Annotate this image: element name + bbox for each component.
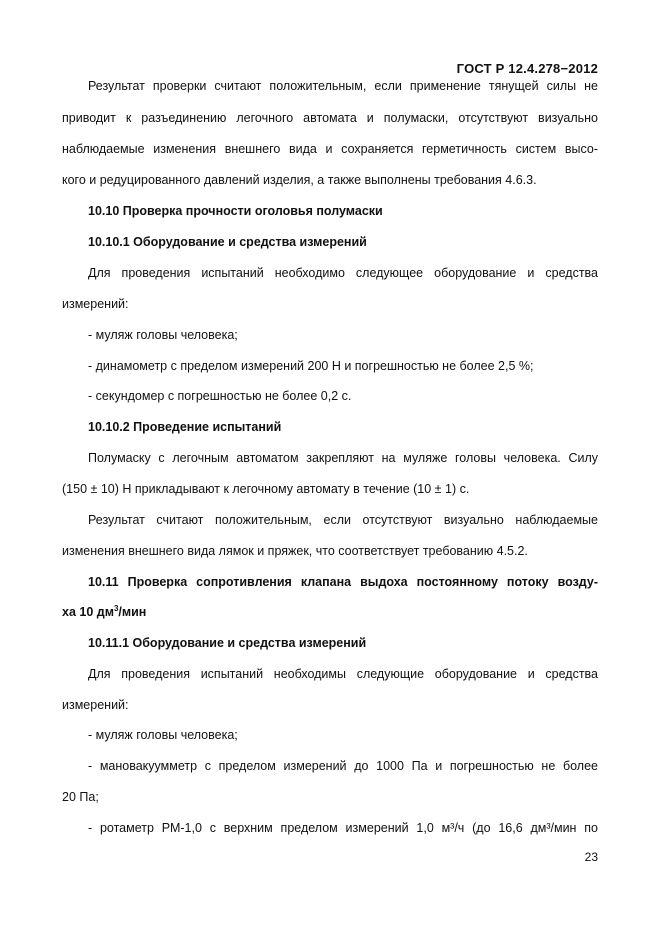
section-heading-10-10: 10.10 Проверка прочности оголовья полумаски — [88, 204, 383, 218]
section-heading-10-11-cont — [62, 604, 598, 620]
document-code-header: ГОСТ Р 12.4.278−2012 — [456, 61, 598, 76]
paragraph-line: кого и редуцированного давлений изделия, а также выполнены требования 4.6.3. — [62, 173, 537, 187]
paragraph-line: (150 ± 10) Н прикладывают к легочному автомату в течение (10 ± 1) с. — [62, 482, 470, 496]
paragraph-line: изменения внешнего вида лямок и пряжек, что соответствует требованию 4.5.2. — [62, 544, 528, 558]
paragraph-line: приводит к разъединению легочного автомата и полумаски, отсутствуют визуально — [62, 111, 598, 125]
paragraph-line: Для проведения испытаний необходимо следующее оборудование и средства — [88, 266, 598, 280]
list-item: - муляж головы человека; — [88, 728, 238, 742]
heading-tail: /мин — [118, 605, 147, 619]
paragraph-line: Результат считают положительным, если отсутствуют визуально наблюдаемые — [88, 513, 598, 527]
list-item: - муляж головы человека; — [88, 328, 238, 342]
paragraph-line: Для проведения испытаний необходимы следующие оборудование и средства — [88, 667, 598, 681]
list-item: - секундомер с погрешностью не более 0,2 с. — [88, 389, 352, 403]
section-heading-10-11: 10.11 Проверка сопротивления клапана выдоха постоянному потоку возду- — [88, 575, 598, 589]
list-item: - динамометр с пределом измерений 200 Н и погрешностью не более 2,5 %; — [88, 359, 534, 373]
list-item: - мановакуумметр с пределом измерений до 1000 Па и погрешностью не более — [88, 759, 598, 773]
page-number: 23 — [584, 850, 598, 864]
subsection-heading-10-11-1: 10.11.1 Оборудование и средства измерений — [88, 636, 367, 650]
subsection-heading-10-10-1: 10.10.1 Оборудование и средства измерений — [88, 235, 367, 249]
paragraph-line: 20 Па; — [62, 790, 99, 804]
paragraph-line: Результат проверки считают положительным, если применение тянущей силы не — [88, 79, 598, 93]
subsection-heading-10-10-2: 10.10.2 Проведение испытаний — [88, 420, 282, 434]
paragraph-line: Полумаску с легочным автоматом закрепляют на муляже головы человека. Силу — [88, 451, 598, 465]
superscript: 3 — [113, 603, 119, 613]
paragraph-line: наблюдаемые изменения внешнего вида и сохраняется герметичность систем высо- — [62, 142, 598, 156]
heading-text: ха 10 дм — [62, 605, 114, 619]
paragraph-line: измерений: — [62, 698, 129, 712]
paragraph-line: измерений: — [62, 297, 129, 311]
list-item: - ротаметр РМ-1,0 с верхним пределом измерений 1,0 м³/ч (до 16,6 дм³/мин по — [88, 821, 598, 835]
